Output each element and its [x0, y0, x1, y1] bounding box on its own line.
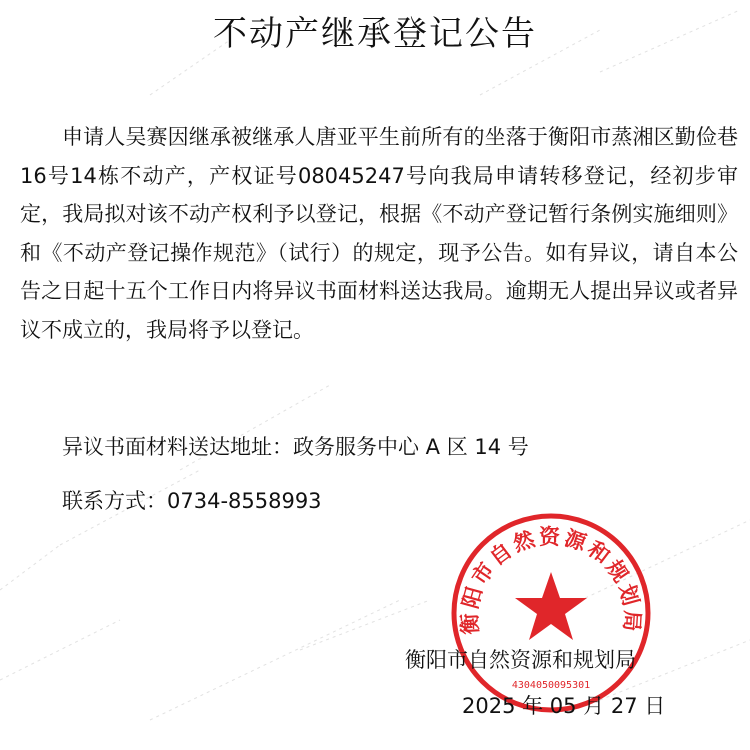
issue-date: 2025 年 05 月 27 日	[462, 694, 666, 718]
seal-star-icon	[515, 572, 587, 640]
issuer-name: 衡阳市自然资源和规划局	[405, 648, 636, 672]
objection-address: 异议书面材料送达地址：政务服务中心 A 区 14 号	[62, 435, 529, 459]
notice-body: 申请人吴赛因继承被继承人唐亚平生前所有的坐落于衡阳市蒸湘区勤俭巷16号14栋不动产，产权证号08045247号向我局申请转移登记，经初步审定，我局拟对该不动产权利予以登记，根据《不动产登记暂行条例实施细则》和《不动产登记操作规范》（试行）的规定，现予公告。如有异议，请自本公告之日起十五个工作日内将异议书面材料送达我局。逾期无人提出异议或者异议不成立的，我局将予以登记。	[20, 125, 738, 342]
contact-phone: 联系方式：0734-8558993	[62, 489, 322, 513]
page-title: 不动产继承登记公告	[213, 14, 537, 54]
official-seal	[448, 510, 654, 716]
seal-text: 衡阳市自然资源和规划局	[457, 524, 645, 636]
seal-code: 4304050095301	[511, 680, 591, 691]
